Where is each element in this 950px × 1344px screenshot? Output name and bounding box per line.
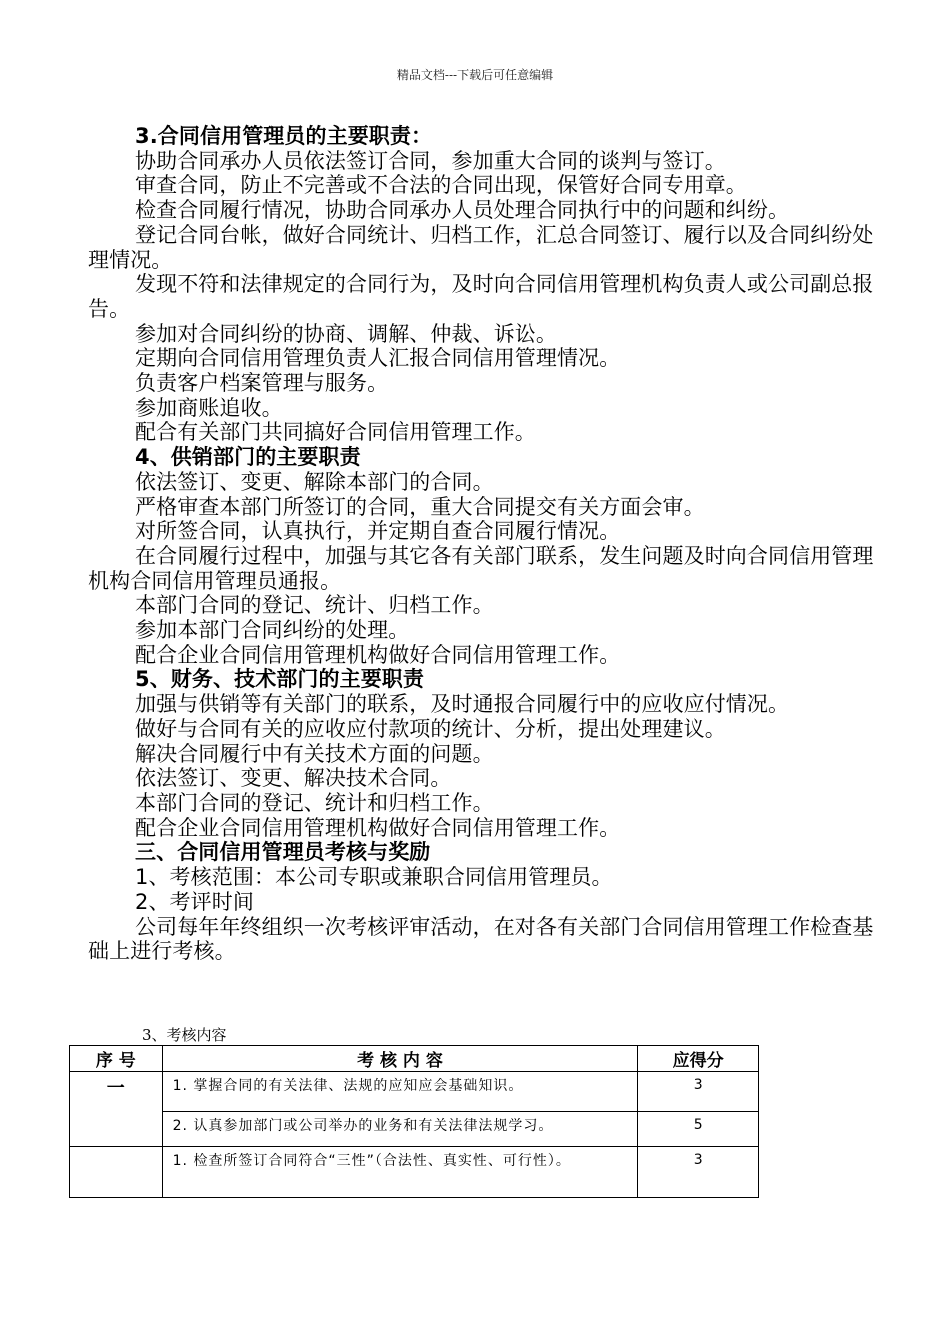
- paragraph: 配合企业合同信用管理机构做好合同信用管理工作。: [135, 815, 621, 840]
- paragraph: 依法签订、变更、解决技术合同。: [135, 766, 452, 791]
- header-score: 应得分: [638, 1046, 759, 1072]
- row-content: 1. 掌握合同的有关法律、法规的应知应会基础知识。: [162, 1072, 638, 1112]
- paragraph: 解决合同履行中有关技术方面的问题。: [135, 741, 494, 766]
- table-caption: 3、考核内容: [142, 1026, 227, 1044]
- paragraph: 严格审查本部门所签订的合同，重大合同提交有关方面会审。: [135, 494, 705, 519]
- header-seq: 序 号: [70, 1046, 163, 1072]
- paragraph: 在合同履行过程中，加强与其它各有关部门联系，发生问题及时向合同信用管理机构合同信用管理员通报。: [88, 543, 874, 593]
- page-header: 精品文档---下载后可任意编辑: [396, 68, 554, 82]
- assessment-table: [69, 1045, 759, 1198]
- paragraph: 公司每年年终组织一次考核评审活动，在对各有关部门合同信用管理工作检查基础上进行考核。: [88, 914, 874, 964]
- paragraph: 协助合同承办人员依法签订合同，参加重大合同的谈判与签订。: [135, 148, 726, 173]
- document-body: [88, 124, 878, 964]
- row-content: 2. 认真参加部门或公司举办的业务和有关法律法规学习。: [162, 1112, 638, 1147]
- table-row: [70, 1147, 759, 1198]
- paragraph: 加强与供销等有关部门的联系，及时通报合同履行中的应收应付情况。: [135, 692, 790, 717]
- paragraph: 负责客户档案管理与服务。: [135, 371, 389, 396]
- row-content: 1. 检查所签订合同符合“三性”（合法性、真实性、可行性）。: [162, 1147, 638, 1198]
- paragraph: 参加商账追收。: [135, 395, 283, 420]
- paragraph: 做好与合同有关的应收应付款项的统计、分析，提出处理建议。: [135, 716, 726, 741]
- paragraph: 本部门合同的登记、统计和归档工作。: [135, 790, 494, 815]
- table-row: [70, 1112, 759, 1147]
- paragraph: 1、考核范围：本公司专职或兼职合同信用管理员。: [135, 865, 613, 890]
- paragraph: 参加对合同纠纷的协商、调解、仲裁、诉讼。: [135, 321, 557, 346]
- paragraph: 2、考评时间: [135, 889, 254, 914]
- paragraph: 发现不符和法律规定的合同行为，及时向合同信用管理机构负责人或公司副总报告。: [88, 272, 874, 321]
- section-heading: 3.合同信用管理员的主要职责：: [135, 124, 433, 148]
- table-header-row: [70, 1046, 759, 1072]
- paragraph: 配合有关部门共同搞好合同信用管理工作。: [135, 420, 536, 445]
- row-score: 5: [638, 1112, 759, 1147]
- paragraph: 检查合同履行情况，协助合同承办人员处理合同执行中的问题和纠纷。: [135, 198, 790, 223]
- paragraph: 对所签合同，认真执行，并定期自查合同履行情况。: [135, 519, 621, 544]
- section-heading: 5、财务、技术部门的主要职责: [135, 667, 425, 692]
- paragraph: 审查合同，防止不完善或不合法的合同出现，保管好合同专用章。: [135, 173, 747, 198]
- paragraph: 配合企业合同信用管理机构做好合同信用管理工作。: [135, 642, 621, 667]
- header-content: 考 核 内 容: [162, 1046, 638, 1072]
- row-score: 3: [638, 1072, 759, 1112]
- section-heading: 4、供销部门的主要职责: [135, 445, 361, 470]
- paragraph: 本部门合同的登记、统计、归档工作。: [135, 593, 494, 618]
- paragraph: 登记合同台帐，做好合同统计、归档工作，汇总合同签订、履行以及合同纠纷处理情况。: [88, 222, 874, 272]
- row-score: 3: [638, 1147, 759, 1198]
- paragraph: 参加本部门合同纠纷的处理。: [135, 618, 410, 643]
- paragraph: 定期向合同信用管理负责人汇报合同信用管理情况。: [135, 346, 621, 371]
- section-heading: 三、合同信用管理员考核与奖励: [135, 840, 431, 865]
- row-seq: [70, 1147, 163, 1198]
- table-row: [70, 1072, 759, 1112]
- paragraph: 依法签订、变更、解除本部门的合同。: [135, 469, 494, 494]
- row-seq: 一: [70, 1072, 163, 1147]
